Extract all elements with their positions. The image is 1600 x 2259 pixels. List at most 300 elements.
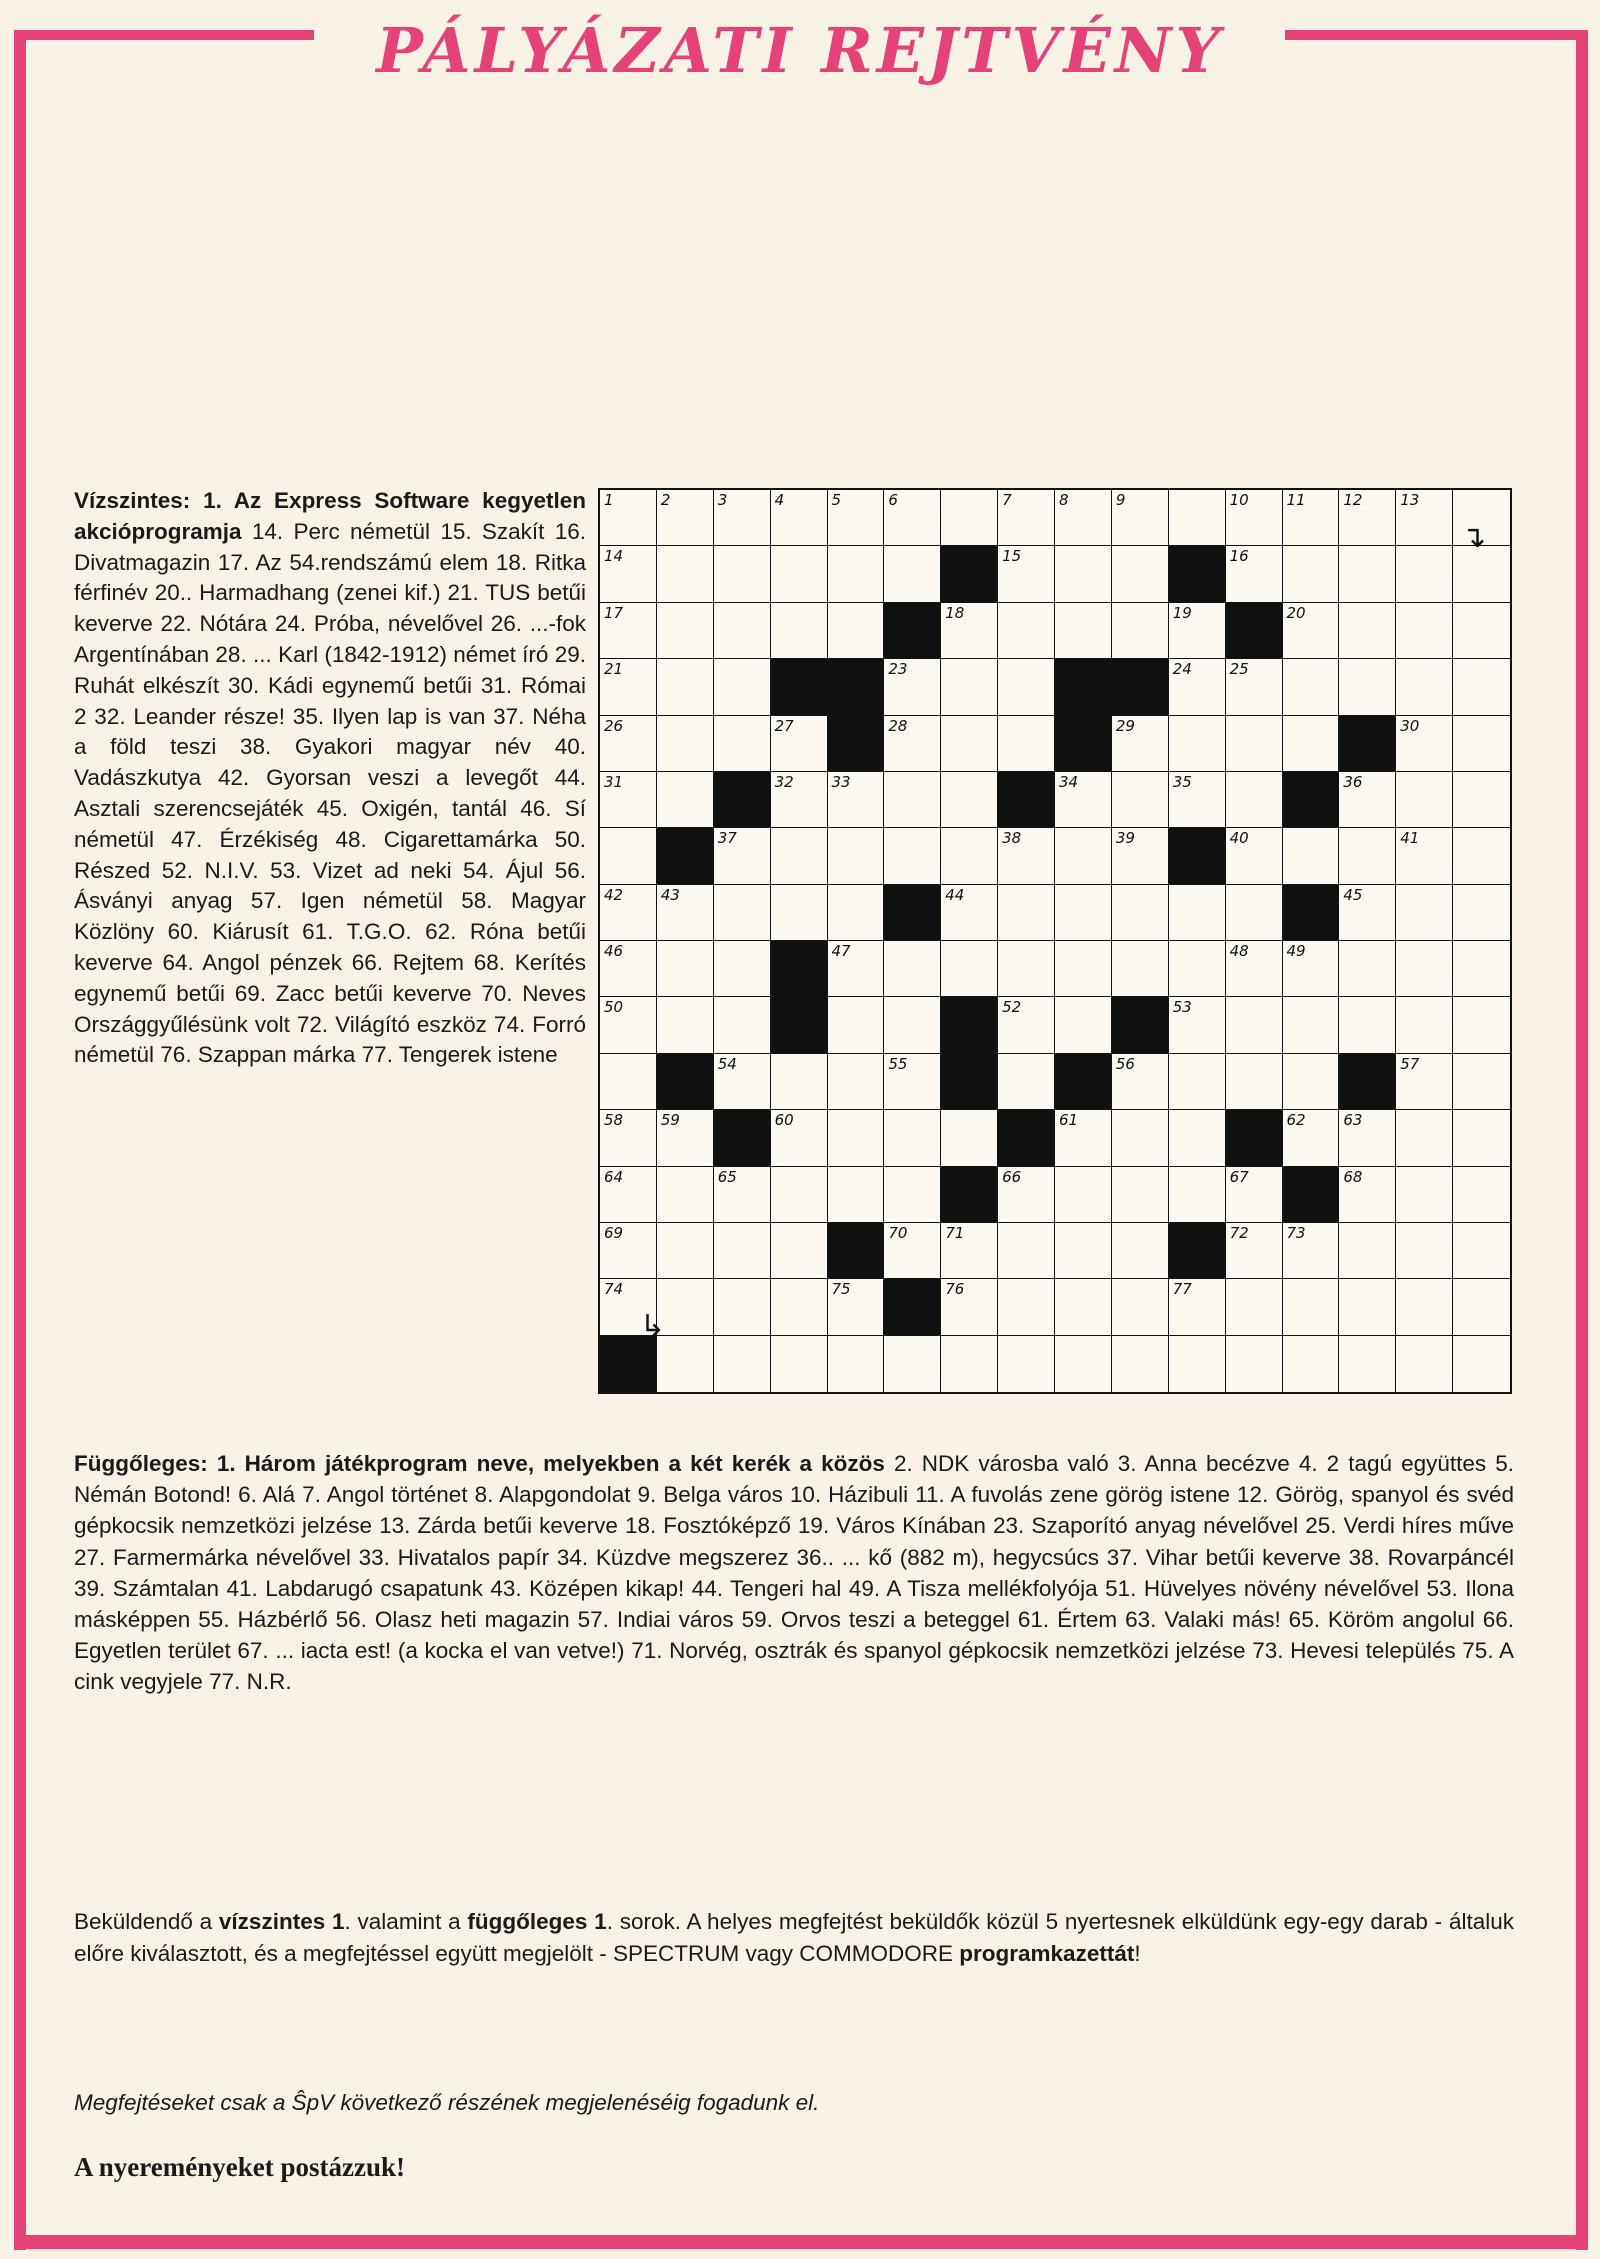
send-text-1: Beküldendő a xyxy=(74,1909,219,1934)
clue-number: 35 xyxy=(1172,772,1192,791)
clue-number: 62 xyxy=(1286,1111,1306,1130)
grid-block xyxy=(941,1054,998,1110)
grid-cell[interactable] xyxy=(600,1054,657,1110)
grid-cell[interactable] xyxy=(1169,490,1226,546)
grid-cell[interactable] xyxy=(884,546,941,602)
grid-cell[interactable] xyxy=(714,828,771,884)
grid-cell[interactable] xyxy=(1112,1110,1169,1166)
grid-cell[interactable] xyxy=(828,603,885,659)
grid-cell[interactable] xyxy=(657,1223,714,1279)
grid-cell[interactable] xyxy=(998,716,1055,772)
grid-cell[interactable] xyxy=(657,1110,714,1166)
grid-cell[interactable] xyxy=(657,1279,714,1335)
across-label: Vízszintes: xyxy=(74,488,191,513)
down-label: Függőleges: xyxy=(74,1451,208,1476)
grid-cell[interactable] xyxy=(714,1167,771,1223)
grid-cell[interactable] xyxy=(771,772,828,828)
grid-cell[interactable] xyxy=(1055,603,1112,659)
clue-number: 66 xyxy=(1002,1167,1022,1186)
clue-number: 50 xyxy=(604,998,624,1017)
clue-number: 24 xyxy=(1172,660,1192,679)
clue-number: 10 xyxy=(1229,491,1249,509)
clue-number: 70 xyxy=(888,1223,908,1242)
grid-cell[interactable] xyxy=(941,1336,998,1392)
grid-cell[interactable] xyxy=(1396,1167,1453,1223)
clue-number: 44 xyxy=(945,885,965,904)
grid-cell[interactable] xyxy=(941,603,998,659)
grid-block xyxy=(998,772,1055,828)
grid-cell[interactable] xyxy=(884,1110,941,1166)
grid-cell[interactable] xyxy=(1226,1223,1283,1279)
grid-cell[interactable] xyxy=(771,1167,828,1223)
grid-cell[interactable] xyxy=(1055,1223,1112,1279)
clue-number: 11 xyxy=(1286,491,1306,509)
send-bold-prize: programkazettát xyxy=(959,1940,1135,1966)
grid-cell[interactable] xyxy=(657,716,714,772)
grid-cell[interactable] xyxy=(1339,1279,1396,1335)
grid-cell[interactable] xyxy=(771,828,828,884)
grid-cell[interactable] xyxy=(714,490,771,546)
grid-cell[interactable] xyxy=(1055,885,1112,941)
grid-block xyxy=(1169,546,1226,602)
clue-number: 12 xyxy=(1343,491,1363,509)
grid-cell[interactable] xyxy=(1339,1110,1396,1166)
turn-down-arrow-icon: ↴ xyxy=(1461,521,1487,554)
grid-cell[interactable] xyxy=(1283,1336,1340,1392)
grid-cell[interactable] xyxy=(884,828,941,884)
grid-cell[interactable] xyxy=(1055,1167,1112,1223)
grid-cell[interactable] xyxy=(714,1336,771,1392)
grid-cell[interactable] xyxy=(1112,885,1169,941)
grid-cell[interactable] xyxy=(1339,1167,1396,1223)
grid-cell[interactable] xyxy=(828,1336,885,1392)
grid-cell[interactable] xyxy=(714,659,771,715)
grid-cell[interactable] xyxy=(771,490,828,546)
grid-cell[interactable] xyxy=(884,1223,941,1279)
grid-cell[interactable] xyxy=(1396,603,1453,659)
grid-cell[interactable] xyxy=(1453,603,1510,659)
deadline-note: Megfejtéseket csak a ŜpV következő részének megjelenéséig fogadunk el. xyxy=(74,2090,820,2115)
grid-cell[interactable] xyxy=(771,1054,828,1110)
clue-number: 21 xyxy=(604,660,624,679)
grid-cell[interactable] xyxy=(1283,490,1340,546)
grid-cell[interactable] xyxy=(998,1223,1055,1279)
grid-block xyxy=(828,716,885,772)
grid-cell[interactable] xyxy=(941,1279,998,1335)
grid-cell[interactable] xyxy=(771,1223,828,1279)
grid-cell[interactable] xyxy=(1226,716,1283,772)
grid-cell[interactable] xyxy=(1339,997,1396,1053)
grid-block xyxy=(657,828,714,884)
clue-number: 45 xyxy=(1343,885,1363,904)
clue-number: 29 xyxy=(1115,716,1135,735)
grid-cell[interactable] xyxy=(1055,1110,1112,1166)
send-text-4: ! xyxy=(1134,1940,1141,1966)
grid-cell[interactable] xyxy=(1339,941,1396,997)
grid-cell[interactable] xyxy=(1339,828,1396,884)
clue-number: 5 xyxy=(831,491,842,509)
grid-cell[interactable] xyxy=(1453,997,1510,1053)
clue-number: 9 xyxy=(1115,491,1126,509)
grid-cell[interactable] xyxy=(1169,941,1226,997)
grid-cell[interactable] xyxy=(828,885,885,941)
grid-block xyxy=(1226,1110,1283,1166)
grid-cell[interactable] xyxy=(998,941,1055,997)
grid-cell[interactable] xyxy=(714,603,771,659)
clue-number: 30 xyxy=(1400,716,1420,735)
clue-number: 77 xyxy=(1172,1280,1192,1299)
grid-cell[interactable] xyxy=(1169,1054,1226,1110)
grid-cell[interactable] xyxy=(1453,941,1510,997)
grid-cell[interactable] xyxy=(1055,1336,1112,1392)
grid-cell[interactable] xyxy=(600,772,657,828)
grid-cell[interactable] xyxy=(657,772,714,828)
grid-cell[interactable] xyxy=(1453,1054,1510,1110)
grid-cell[interactable] xyxy=(1169,772,1226,828)
grid-cell[interactable] xyxy=(1169,1336,1226,1392)
turn-right-arrow-icon: ↳ xyxy=(640,1310,666,1344)
grid-cell[interactable] xyxy=(1112,1223,1169,1279)
grid-cell[interactable] xyxy=(1339,885,1396,941)
grid-cell[interactable] xyxy=(828,490,885,546)
grid-block xyxy=(657,1054,714,1110)
grid-cell[interactable] xyxy=(828,1054,885,1110)
clue-number: 28 xyxy=(888,716,908,735)
clue-number: 8 xyxy=(1059,491,1069,509)
grid-cell[interactable] xyxy=(1453,1110,1510,1166)
grid-cell[interactable] xyxy=(600,1223,657,1279)
grid-cell[interactable] xyxy=(1055,997,1112,1053)
grid-cell[interactable] xyxy=(1226,828,1283,884)
grid-cell[interactable] xyxy=(1339,603,1396,659)
grid-cell[interactable] xyxy=(657,1167,714,1223)
grid-cell[interactable] xyxy=(657,659,714,715)
clue-number: 19 xyxy=(1172,603,1192,622)
grid-cell[interactable] xyxy=(998,828,1055,884)
submission-instructions xyxy=(74,1906,1514,1969)
grid-cell[interactable] xyxy=(714,716,771,772)
grid-cell[interactable] xyxy=(1396,1223,1453,1279)
crossword-grid xyxy=(598,488,1512,1394)
grid-cell[interactable] xyxy=(828,828,885,884)
grid-cell[interactable] xyxy=(998,546,1055,602)
grid-cell[interactable] xyxy=(941,772,998,828)
grid-cell[interactable] xyxy=(828,941,885,997)
grid-cell[interactable] xyxy=(1055,546,1112,602)
grid-cell[interactable] xyxy=(998,885,1055,941)
send-bold-down: függőleges 1 xyxy=(467,1909,607,1934)
grid-cell[interactable] xyxy=(941,716,998,772)
clue-number: 47 xyxy=(831,942,851,960)
grid-cell[interactable] xyxy=(1453,659,1510,715)
grid-block xyxy=(1112,997,1169,1053)
grid-cell[interactable] xyxy=(998,1279,1055,1335)
grid-cell[interactable] xyxy=(884,1336,941,1392)
grid-block xyxy=(828,1223,885,1279)
grid-cell[interactable] xyxy=(771,885,828,941)
grid-cell[interactable] xyxy=(1226,546,1283,602)
grid-cell[interactable] xyxy=(1283,941,1340,997)
grid-block xyxy=(884,1279,941,1335)
grid-cell[interactable] xyxy=(1169,1110,1226,1166)
grid-cell[interactable] xyxy=(600,941,657,997)
grid-cell[interactable] xyxy=(600,885,657,941)
grid-cell[interactable] xyxy=(941,1110,998,1166)
grid-cell[interactable] xyxy=(1396,997,1453,1053)
grid-cell[interactable] xyxy=(1453,885,1510,941)
grid-cell[interactable] xyxy=(600,1167,657,1223)
grid-cell[interactable] xyxy=(998,1336,1055,1392)
grid-cell[interactable] xyxy=(1453,1223,1510,1279)
grid-block xyxy=(1055,1054,1112,1110)
grid-block xyxy=(941,1167,998,1223)
clue-number: 68 xyxy=(1343,1167,1363,1186)
grid-cell[interactable] xyxy=(1055,828,1112,884)
grid-cell[interactable] xyxy=(1396,659,1453,715)
grid-cell[interactable] xyxy=(1339,490,1396,546)
grid-cell[interactable] xyxy=(884,1054,941,1110)
grid-cell[interactable] xyxy=(998,603,1055,659)
grid-cell[interactable] xyxy=(1112,490,1169,546)
grid-cell[interactable] xyxy=(1283,997,1340,1053)
grid-cell[interactable] xyxy=(998,1167,1055,1223)
grid-cell[interactable] xyxy=(600,659,657,715)
grid-cell[interactable] xyxy=(1055,490,1112,546)
grid-cell[interactable] xyxy=(1169,716,1226,772)
clue-number: 14 xyxy=(604,547,624,566)
grid-cell[interactable] xyxy=(884,1167,941,1223)
clue-number: 22 xyxy=(831,660,851,679)
grid-cell[interactable] xyxy=(714,941,771,997)
grid-cell[interactable] xyxy=(828,1279,885,1335)
grid-cell[interactable] xyxy=(1453,716,1510,772)
grid-cell[interactable] xyxy=(1283,716,1340,772)
clue-number: 40 xyxy=(1229,829,1249,848)
grid-cell[interactable] xyxy=(600,546,657,602)
grid-block xyxy=(1169,1223,1226,1279)
grid-cell[interactable] xyxy=(657,490,714,546)
grid-cell[interactable] xyxy=(1169,885,1226,941)
grid-cell[interactable] xyxy=(657,546,714,602)
clue-number: 59 xyxy=(660,1111,680,1130)
grid-cell[interactable] xyxy=(1226,1054,1283,1110)
grid-cell[interactable] xyxy=(771,546,828,602)
grid-cell[interactable] xyxy=(828,1167,885,1223)
grid-cell[interactable] xyxy=(1169,1167,1226,1223)
grid-cell[interactable] xyxy=(600,997,657,1053)
grid-cell[interactable] xyxy=(1055,772,1112,828)
grid-cell[interactable] xyxy=(998,659,1055,715)
grid-cell[interactable] xyxy=(1453,1167,1510,1223)
grid-cell[interactable] xyxy=(828,546,885,602)
grid-cell[interactable] xyxy=(1339,659,1396,715)
grid-cell[interactable] xyxy=(1396,941,1453,997)
send-text-3: . sorok. A helyes megfejtést beküldők közül 5 nyertesnek elküldünk egy-egy darab - általuk előre kiválasztott, és a megfejtéssel együtt megjelölt - SPECTRUM vagy COMMODORE xyxy=(74,1909,1514,1966)
grid-cell[interactable] xyxy=(941,828,998,884)
grid-cell[interactable] xyxy=(828,997,885,1053)
clue-number: 39 xyxy=(1115,829,1135,848)
grid-cell[interactable] xyxy=(1112,772,1169,828)
grid-cell[interactable] xyxy=(1112,1279,1169,1335)
grid-cell[interactable] xyxy=(1169,1279,1226,1335)
grid-cell[interactable] xyxy=(1283,659,1340,715)
grid-cell[interactable] xyxy=(1112,716,1169,772)
grid-cell[interactable] xyxy=(1112,1054,1169,1110)
grid-cell[interactable] xyxy=(1396,1054,1453,1110)
grid-cell[interactable] xyxy=(714,1279,771,1335)
grid-cell[interactable] xyxy=(1112,828,1169,884)
grid-cell[interactable] xyxy=(1055,941,1112,997)
clue-number: 36 xyxy=(1343,772,1363,791)
grid-cell[interactable] xyxy=(1453,828,1510,884)
grid-cell[interactable] xyxy=(1283,828,1340,884)
clue-number: 33 xyxy=(831,772,851,791)
clue-number: 63 xyxy=(1343,1111,1363,1130)
grid-cell[interactable] xyxy=(1169,659,1226,715)
grid-cell[interactable] xyxy=(1169,997,1226,1053)
clue-number: 34 xyxy=(1059,772,1079,791)
grid-cell[interactable] xyxy=(941,941,998,997)
grid-cell[interactable] xyxy=(1283,546,1340,602)
grid-cell[interactable] xyxy=(1112,941,1169,997)
grid-cell[interactable] xyxy=(884,490,941,546)
grid-cell[interactable] xyxy=(1226,659,1283,715)
grid-cell[interactable] xyxy=(1112,1167,1169,1223)
grid-cell[interactable] xyxy=(941,885,998,941)
grid-cell[interactable] xyxy=(1339,1223,1396,1279)
grid-cell[interactable] xyxy=(884,659,941,715)
clue-number: 69 xyxy=(604,1223,624,1242)
grid-cell[interactable] xyxy=(714,1054,771,1110)
grid-block xyxy=(1283,1167,1340,1223)
grid-cell[interactable] xyxy=(771,603,828,659)
down-clue-list: 2. NDK városba való 3. Anna becézve 4. 2 tagú együttes 5. Némán Botond! 6. Alá 7. Angol történet 8. Alapgondolat 9. Belga város 10. Házibuli 11. A fuvolás zene görög istene 12. Görög, spanyol és svéd gépkocsik nemzetközi jelzése 13. Zárda betűi keverve 18. Fosztóképző 19. Város Kínában 23. Szaporító anyag névelővel 25. Verdi híres műve 27. Farmermárka névelővel 33. Hivatalos papír 34. Küzdve megszerez 36.. ... kő (882 m), hegycsúcs 37. Vihar betűi keverve 38. Rovarpáncél 39. Számtalan 41. Labdarugó csapatunk 43. Középen kikap! 44. Tengeri hal 49. A Tisza mellékfolyója 51. Hüvelyes növény névelővel 53. Ilona másképpen 55. Házbérlő 56. Olasz heti magazin 57. Indiai város 59. Orvos teszi a beteggel 61. Értem 63. Valaki más! 65. Köröm angolul 66. Egyetlen terület 67. ... iacta est! (a kocka el van vetve!) 71. Norvég, osztrák és spanyol gépkocsik nemzetközi jelzése 73. Hevesi település 75. A cink vegyjele 77. N.R. xyxy=(74,1451,1514,1695)
grid-cell[interactable] xyxy=(1396,1279,1453,1335)
grid-cell[interactable] xyxy=(771,716,828,772)
grid-cell[interactable] xyxy=(1226,885,1283,941)
grid-cell[interactable] xyxy=(657,941,714,997)
grid-cell[interactable] xyxy=(657,603,714,659)
grid-cell[interactable] xyxy=(771,1336,828,1392)
down-clues xyxy=(74,1448,1514,1698)
frame-border-right xyxy=(1576,30,1588,2250)
grid-cell[interactable] xyxy=(1226,1279,1283,1335)
grid-block xyxy=(884,885,941,941)
grid-cell[interactable] xyxy=(1339,546,1396,602)
grid-cell[interactable] xyxy=(1339,772,1396,828)
grid-cell[interactable] xyxy=(771,1279,828,1335)
grid-cell[interactable] xyxy=(1396,1336,1453,1392)
grid-cell[interactable] xyxy=(1283,1110,1340,1166)
grid-cell[interactable] xyxy=(1112,603,1169,659)
grid-cell[interactable] xyxy=(1396,490,1453,546)
grid-cell[interactable] xyxy=(714,885,771,941)
grid-cell[interactable] xyxy=(1226,1336,1283,1392)
grid-cell[interactable] xyxy=(1283,1054,1340,1110)
clue-number: 48 xyxy=(1229,942,1249,960)
grid-cell[interactable] xyxy=(657,885,714,941)
grid-cell[interactable] xyxy=(998,490,1055,546)
clue-number: 17 xyxy=(604,603,624,622)
clue-number: 71 xyxy=(945,1223,965,1242)
grid-cell[interactable] xyxy=(714,1223,771,1279)
grid-block xyxy=(1169,828,1226,884)
grid-cell[interactable] xyxy=(657,997,714,1053)
grid-block xyxy=(714,772,771,828)
grid-cell[interactable] xyxy=(941,1223,998,1279)
clue-number: 15 xyxy=(1002,547,1022,566)
grid-cell[interactable] xyxy=(941,490,998,546)
grid-cell[interactable] xyxy=(828,772,885,828)
clue-number: 1 xyxy=(604,491,614,509)
clue-number: 2 xyxy=(660,491,671,509)
grid-cell[interactable] xyxy=(600,828,657,884)
clue-number: 65 xyxy=(717,1167,737,1186)
grid-cell[interactable] xyxy=(828,1110,885,1166)
grid-block xyxy=(884,603,941,659)
grid-cell[interactable] xyxy=(1396,772,1453,828)
grid-cell[interactable] xyxy=(1226,997,1283,1053)
grid-cell[interactable] xyxy=(1169,603,1226,659)
grid-cell[interactable] xyxy=(714,997,771,1053)
grid-cell[interactable] xyxy=(1283,1279,1340,1335)
grid-cell[interactable] xyxy=(1226,1167,1283,1223)
grid-cell[interactable] xyxy=(714,546,771,602)
grid-cell[interactable] xyxy=(884,941,941,997)
grid-cell[interactable] xyxy=(884,772,941,828)
grid-cell[interactable] xyxy=(600,716,657,772)
grid-block xyxy=(941,546,998,602)
grid-cell[interactable] xyxy=(1055,1279,1112,1335)
grid-cell[interactable] xyxy=(1339,1336,1396,1392)
grid-cell[interactable] xyxy=(1283,603,1340,659)
grid-cell[interactable] xyxy=(1453,1279,1510,1335)
grid-cell[interactable] xyxy=(657,1336,714,1392)
clue-number: 31 xyxy=(604,772,624,791)
grid-cell[interactable] xyxy=(771,1110,828,1166)
grid-block xyxy=(1112,659,1169,715)
grid-cell[interactable] xyxy=(1396,885,1453,941)
clue-number: 57 xyxy=(1400,1054,1420,1073)
grid-cell[interactable] xyxy=(1283,1223,1340,1279)
grid-cell[interactable] xyxy=(941,659,998,715)
clue-number: 13 xyxy=(1400,491,1420,509)
grid-cell[interactable] xyxy=(1453,1336,1510,1392)
grid-cell[interactable] xyxy=(600,603,657,659)
grid-cell[interactable] xyxy=(1226,772,1283,828)
clue-number: 7 xyxy=(1002,491,1012,509)
grid-cell[interactable] xyxy=(998,1054,1055,1110)
grid-cell[interactable] xyxy=(884,997,941,1053)
grid-block xyxy=(828,659,885,715)
clue-number: 54 xyxy=(717,1054,737,1073)
grid-cell[interactable] xyxy=(884,716,941,772)
grid-cell[interactable] xyxy=(1396,716,1453,772)
grid-cell[interactable] xyxy=(600,1110,657,1166)
grid-cell[interactable] xyxy=(1226,941,1283,997)
grid-cell[interactable] xyxy=(1112,1336,1169,1392)
grid-cell[interactable] xyxy=(1112,546,1169,602)
grid-block xyxy=(1339,716,1396,772)
frame-border-top-right xyxy=(1285,30,1588,40)
grid-cell[interactable] xyxy=(1226,490,1283,546)
grid-cell[interactable] xyxy=(1396,1110,1453,1166)
grid-cell[interactable] xyxy=(1396,546,1453,602)
grid-cell[interactable] xyxy=(998,997,1055,1053)
grid-cell[interactable] xyxy=(1453,772,1510,828)
grid-cell[interactable] xyxy=(600,490,657,546)
grid-cell[interactable] xyxy=(1396,828,1453,884)
